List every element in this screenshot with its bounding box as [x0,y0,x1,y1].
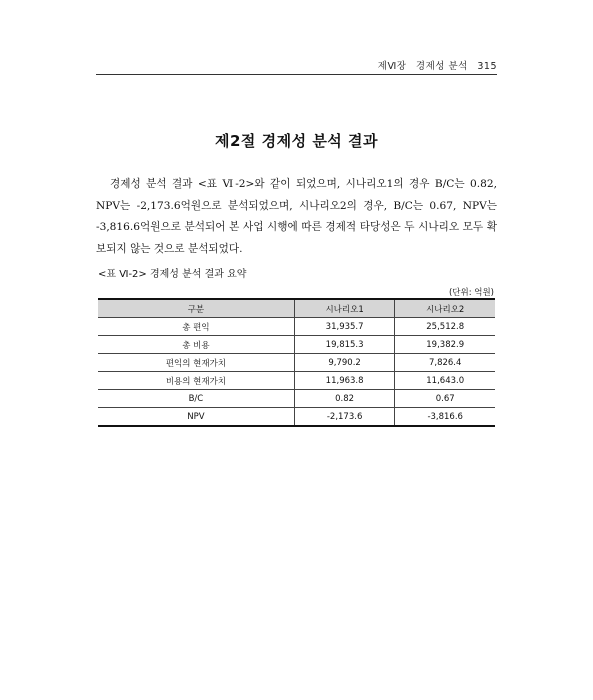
table-cell-value: 19,815.3 [294,336,395,354]
table-cell-label: 총 비용 [98,336,294,354]
table-header-row [98,299,495,318]
header-chapter: 제Ⅵ장 [377,61,407,72]
table-row [98,354,495,372]
table-cell-value: -2,173.6 [294,408,395,427]
table-cell-label: 총 편익 [98,318,294,336]
table-row [98,408,495,427]
running-header [372,58,497,72]
table-cell-label: NPV [98,408,294,427]
table-row [98,318,495,336]
table-header-cell: 구분 [98,299,294,318]
header-page-number: 315 [477,61,497,72]
table-cell-value: -3,816.6 [395,408,495,427]
table-unit: (단위: 억원) [448,288,494,298]
table-row [98,390,495,408]
table-cell-label: B/C [98,390,294,408]
table-cell-value: 11,963.8 [294,372,395,390]
table-cell-value: 31,935.7 [294,318,395,336]
table-cell-value: 0.67 [395,390,495,408]
table-header-cell: 시나리오2 [395,299,495,318]
table-header-cell: 시나리오1 [294,299,395,318]
table-cell-value: 25,512.8 [395,318,495,336]
table-row [98,336,495,354]
table-cell-value: 19,382.9 [395,336,495,354]
table-cell-value: 9,790.2 [294,354,395,372]
header-section: 경제성 분석 [415,61,468,72]
table-cell-label: 편익의 현재가치 [98,354,294,372]
table-row [98,372,495,390]
summary-table [98,298,495,427]
body-paragraph: 경제성 분석 결과 <표 Ⅵ-2>와 같이 되었으며, 시나리오1의 경우 B/C는 0.82, NPV는 -2,173.6억원으로 분석되었으며, 시나리오2의 경우, B/C는 0.67, NPV는 -3,816.6억원으로 분석되어 본 사업 시행에 따른 경제적 타당성은 두 시나리오 모두 확보되지 않는 것으로 분석되었다. [96,178,497,255]
header-rule [96,74,497,75]
section-title: 제2절 경제성 분석 결과 [214,132,378,150]
table-cell-value: 0.82 [294,390,395,408]
table-caption: <표 Ⅵ-2> 경제성 분석 결과 요약 [98,269,247,280]
table-cell-value: 11,643.0 [395,372,495,390]
table-cell-value: 7,826.4 [395,354,495,372]
table-cell-label: 비용의 현재가치 [98,372,294,390]
